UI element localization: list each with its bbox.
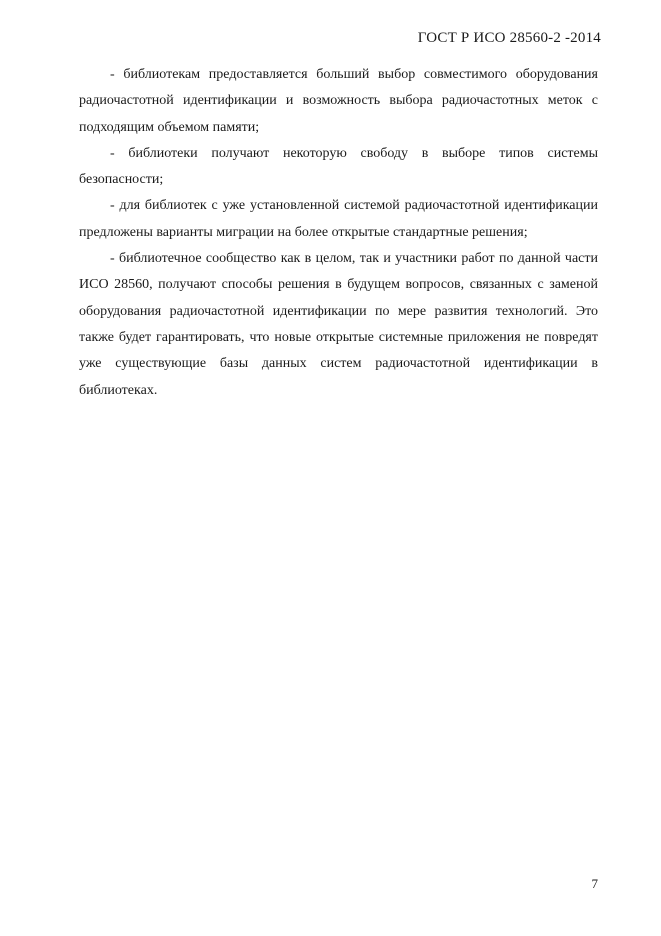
body-text: [79, 62, 598, 404]
paragraph-security-freedom: - библиотеки получают некоторую свободу в выборе типов системы безопасности;: [79, 145, 598, 188]
paragraph-community-benefits: - библиотечное сообщество как в целом, так и участники работ по данной части ИСО 28560, получают способы решения в будущем вопросов, связанных с заменой оборудования радиочастотной идентификации по мере развития технологий. Это также будет гарантировать, что новые открытые системные приложения не повредят уже существующие базы данных систем радиочастотной идентификации в библиотеках.: [79, 251, 598, 398]
page-number: 7: [591, 876, 598, 891]
paragraph-migration-options: - для библиотек с уже установленной системой радиочастотной идентификации предложены варианты миграции на более открытые стандартные решения;: [79, 198, 598, 240]
paragraph-equipment-choice: - библиотекам предоставляется больший выбор совместимого оборудования радиочастотной идентификации и возможность выбора радиочастотных меток с подходящим объемом памяти;: [79, 67, 598, 135]
document-header: ГОСТ Р ИСО 28560-2 -2014: [417, 30, 601, 46]
